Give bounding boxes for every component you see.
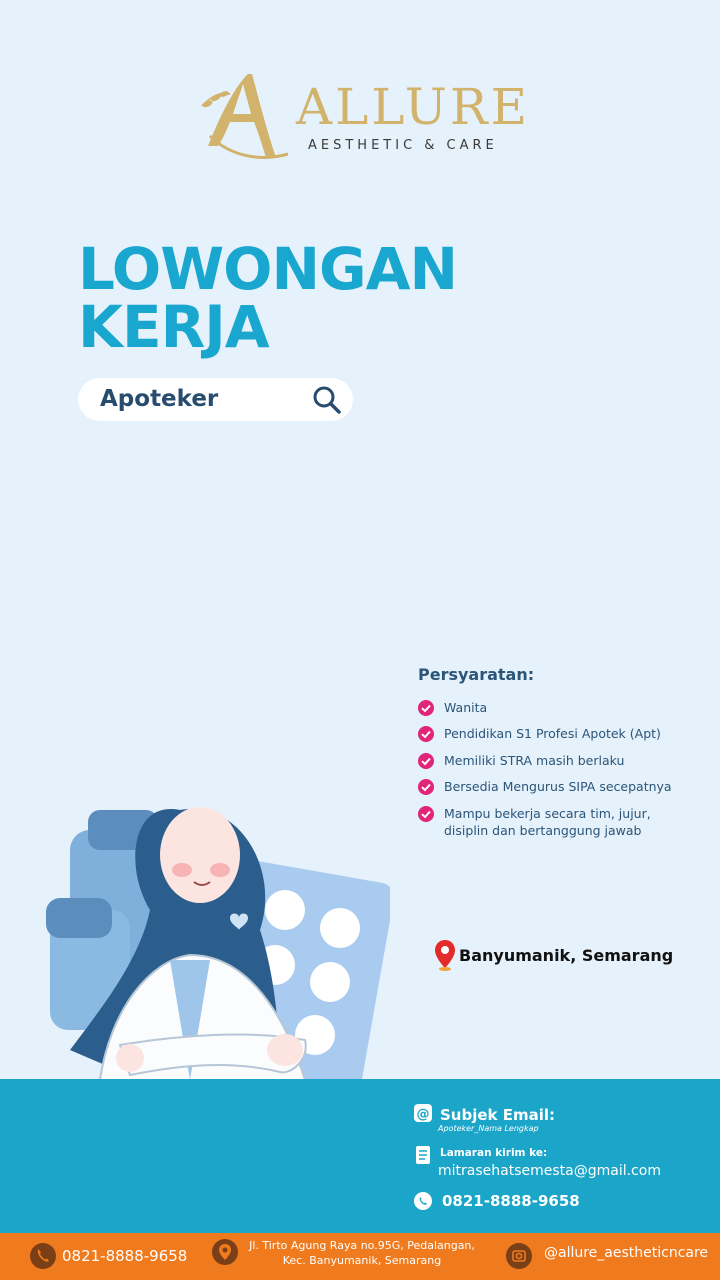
contact-phone: 0821-8888-9658 (442, 1192, 580, 1210)
requirement-text: Wanita (444, 700, 488, 715)
position-search-pill (78, 378, 353, 421)
email-subject-format: Apoteker_Nama Lengkap (438, 1124, 539, 1133)
application-email: mitrasehatsemesta@gmail.com (438, 1163, 661, 1179)
check-icon (418, 806, 434, 822)
email-at-icon (414, 1104, 432, 1122)
map-pin-icon (212, 1239, 238, 1265)
check-icon (418, 726, 434, 742)
brand-tagline: AESTHETIC & CARE (308, 138, 498, 153)
pharmacist-illustration (30, 790, 390, 1080)
requirement-text: Pendidikan S1 Profesi Apotek (Apt) (444, 726, 661, 741)
footer-phone: 0821-8888-9658 (62, 1247, 188, 1265)
document-icon (414, 1146, 432, 1164)
page-title-line-2: KERJA (78, 293, 269, 361)
footer-instagram: @allure_aestheticncare (544, 1245, 709, 1261)
email-subject-title: Subjek Email: (440, 1106, 556, 1124)
brand-name: ALLURE (296, 78, 531, 136)
search-icon (312, 385, 342, 415)
phone-icon (30, 1243, 56, 1269)
requirements-title: Persyaratan: (418, 665, 535, 684)
location-pin-icon (433, 938, 457, 972)
requirement-text: Bersedia Mengurus SIPA secepatnya (444, 779, 672, 794)
send-to-title: Lamaran kirim ke: (440, 1147, 548, 1159)
requirement-text: Memiliki STRA masih berlaku (444, 753, 625, 768)
location-text: Banyumanik, Semarang (459, 946, 674, 965)
svg-text:@: @ (416, 1107, 430, 1122)
page-title-line-1: LOWONGAN (78, 235, 458, 303)
whatsapp-icon (414, 1192, 432, 1210)
requirement-text: Mampu bekerja secara tim, jujur, disiplin dan bertanggung jawab (444, 806, 651, 838)
contact-band (0, 1079, 720, 1233)
instagram-icon (506, 1243, 532, 1269)
position-label: Apoteker (100, 386, 219, 412)
footer-address: Jl. Tirto Agung Raya no.95G, Pedalangan, Kec. Banyumanik, Semarang (249, 1239, 475, 1267)
check-icon (418, 753, 434, 769)
check-icon (418, 700, 434, 716)
check-icon (418, 779, 434, 795)
